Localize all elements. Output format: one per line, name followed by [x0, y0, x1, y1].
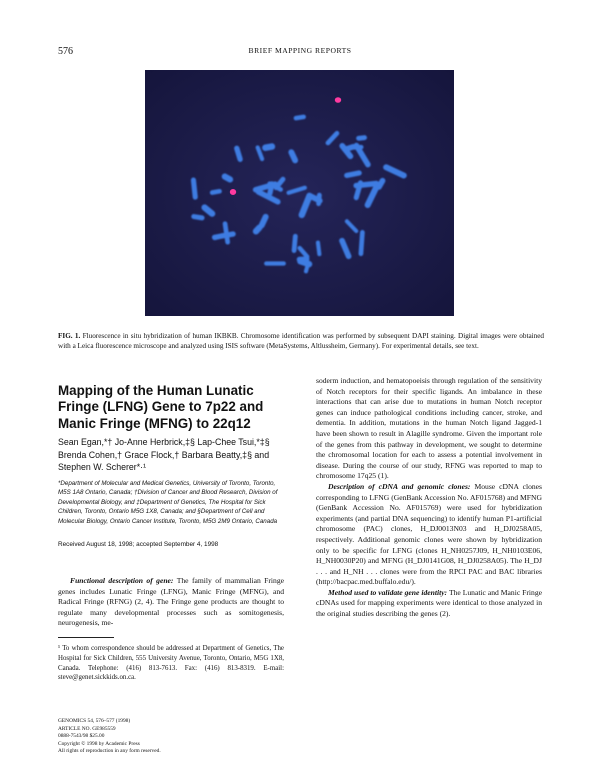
- functional-description-paragraph: [58, 576, 284, 629]
- cdna-clones-heading: Description of cDNA and genomic clones:: [328, 481, 471, 491]
- functional-description-continued: soderm induction, and hematopoeisis through regulation of the sensitivity of Notch receptors for their specific ligands. An imbalance in these interactions that can arise due to mutations in human Notch receptor genes can induce pathological conditions including cancer, stroke, and dementia. In addition, mutations in the human Notch ligand Jagged-1 have been shown to result in Alagille syndrome. Given the important role of the genes from this pathway in development, we sought to determine the chromosomal location for each to assess a potential involvement in disease. During the course of our study, RFNG was reported to map to chromosome 17q25 (1).: [316, 376, 542, 481]
- fish-signal-2: [230, 189, 236, 195]
- page-number: 576: [58, 46, 73, 57]
- functional-description-heading: Functional description of gene:: [70, 576, 174, 585]
- fish-micrograph: [145, 70, 454, 316]
- article-number: ARTICLE NO. GE985559: [58, 725, 116, 732]
- footnote-divider: [58, 637, 114, 638]
- affiliations: *Department of Molecular and Medical Genetics, University of Toronto, Toronto, M5S 1A8 Ontario, Canada; †Division of Cancer and Blood Research, Division of Developmental Biology, and ‡Department of Genetics, The Hospital for Sick Children, Toronto, Ontario M5G 1X8, Canada; and §Department of Cell and Molecular Biology, Ontario Cancer Institute, Toronto, M5G 2M9 Ontario, Canada: [58, 480, 278, 525]
- left-column-body: [58, 576, 284, 629]
- author-list: Sean Egan,*† Jo-Anne Herbrick,‡§ Lap-Chee Tsui,*‡§ Brenda Cohen,† Grace Flock,† Barbara Beatty,‡§ and Stephen W. Scherer*·¹: [58, 437, 270, 473]
- rights-line: All rights of reproduction in any form reserved.: [58, 748, 161, 755]
- copyright-line: Copyright © 1998 by Academic Press: [58, 740, 140, 747]
- cdna-clones-paragraph: [316, 482, 542, 588]
- issn-price: 0888-7543/98 $25.00: [58, 733, 105, 740]
- validation-paragraph: [316, 588, 542, 620]
- micrograph-background: [145, 70, 454, 316]
- journal-citation: GENOMICS 54, 576–577 (1998): [58, 718, 131, 724]
- cdna-clones-text: Mouse cDNA clones corresponding to LFNG (GenBank Accession No. AF015768) and MFNG (GenBank Accession No. AF015769) were used for hybridization experiments (and partial DNA sequencing) to identify human P1-artificial chromosome (PAC) clones, H_DJ0013N03 and H_DJ0258A05, respectively. Additional genomic clones were shown by hybridization only to be specific for LFNG (clones H_NH0257J09, H_NH0103E06, H_NH0030P20) and MFNG (H_DJ0141G08, H_DJ0258A05). The H_DJ . . . and H_NH . . . clones were from the RPCI PAC and BAC libraries (http://bacpac.med.buffalo.edu/).: [316, 481, 542, 587]
- right-column-body: [316, 376, 542, 620]
- received-dates: Received August 18, 1998; accepted September 4, 1998: [58, 541, 219, 548]
- figure-label: FIG. 1.: [58, 332, 81, 340]
- figure-caption-text: Fluorescence in situ hybridization of human IKBKB. Chromosome identification was performed by subsequent DAPI staining. Digital images were obtained with a Leica fluorescence microscope and analyzed using ISIS software (MetaSystems, Altlussheim, Germany). For experimental details, see text.: [58, 332, 545, 351]
- running-head: BRIEF MAPPING REPORTS: [248, 46, 352, 55]
- figure-caption: [58, 331, 544, 352]
- chromosome: [264, 261, 286, 265]
- chromosome: [352, 145, 364, 150]
- fish-signal-1: [335, 97, 341, 103]
- journal-info: [58, 718, 284, 756]
- validation-text: The Lunatic and Manic Fringe cDNAs used for mapping experiments were identical to those analyzed in the original studies describing the genes (2).: [316, 587, 542, 619]
- micrograph-image: [145, 70, 454, 316]
- functional-description-text: The family of mammalian Fringe genes includes Lunatic Fringe (LFNG), Manic Fringe (MFNG), and Radical Fringe (RFNG) (2, 4). The Fringe gene products are thought to regulate many developmental processes such as somitogenesis, neurogenesis, me-: [58, 576, 285, 628]
- correspondence-footnote: ¹ To whom correspondence should be addressed at Department of Genetics, The Hospital for Sick Children, 555 University Avenue, Toronto, Ontario, M5G 1X8, Canada. Telephone: (416) 813-7613. Fax: (416) 813-8319. E-mail: steve@genet.sickkids.on.ca.: [58, 645, 284, 682]
- article-title: Mapping of the Human Lunatic Fringe (LFNG) Gene to 7p22 and Manic Fringe (MFNG) to 22q12: [58, 383, 264, 431]
- validation-heading: Method used to validate gene identity:: [328, 587, 448, 597]
